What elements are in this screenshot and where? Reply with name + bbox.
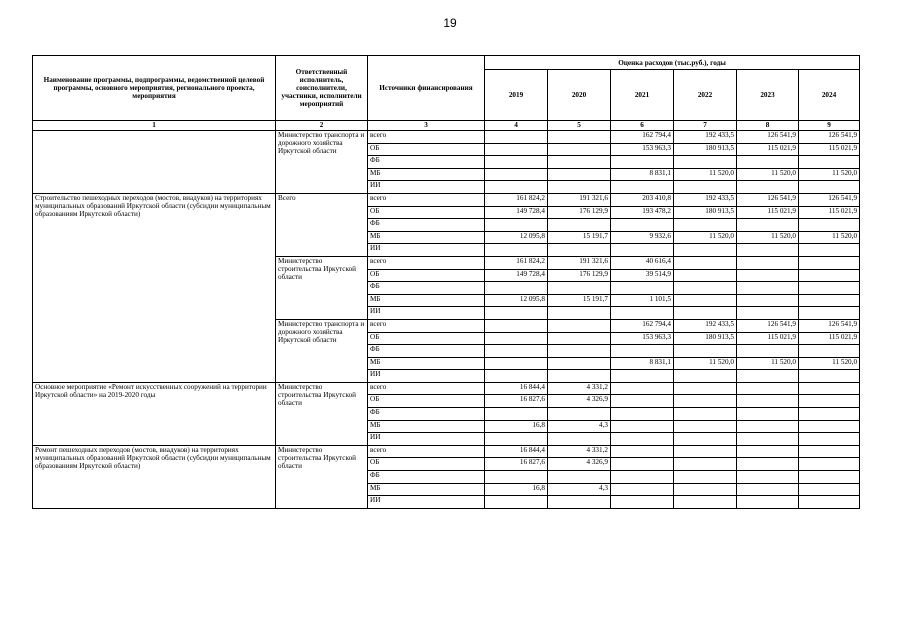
funding-source: ОБ	[368, 269, 485, 282]
cost-value-2021	[611, 483, 674, 496]
funding-source: ОБ	[368, 206, 485, 219]
measure-name: Ремонт пешеходных переходов (мостов, виадуков) на территориях муниципальных образований Иркутской области (субсидии муниципальным образованиям Иркутской области)	[33, 445, 276, 508]
cost-value-2020	[548, 282, 611, 295]
funding-source: ОБ	[368, 143, 485, 156]
cost-value-2019	[485, 156, 548, 169]
cost-value-2020	[548, 307, 611, 320]
funding-source: ИИ	[368, 496, 485, 509]
cost-value-2024: 126 541,9	[799, 319, 860, 332]
funding-source: ИИ	[368, 307, 485, 320]
cost-value-2024: 126 541,9	[799, 131, 860, 144]
cost-value-2022: 180 913,5	[674, 332, 737, 345]
table-row	[33, 382, 860, 395]
header-year: 2022	[674, 70, 737, 121]
responsible-executor: Министерство транспорта и дорожного хозяйства Иркутской области	[276, 319, 368, 382]
column-index: 1	[33, 121, 276, 131]
column-index: 9	[799, 121, 860, 131]
cost-value-2023: 126 541,9	[737, 193, 799, 206]
cost-value-2021: 193 478,2	[611, 206, 674, 219]
cost-value-2019: 16 844,4	[485, 445, 548, 458]
measure-name: Строительство пешеходных переходов (мостов, виадуков) на территориях муниципальных образований Иркутской области (субсидии муниципальным образованиям Иркутской области)	[33, 193, 276, 382]
cost-value-2021	[611, 345, 674, 358]
header-year: 2020	[548, 70, 611, 121]
funding-source: ФБ	[368, 408, 485, 421]
cost-value-2024	[799, 496, 860, 509]
measure-name: Основное мероприятие «Ремонт искусственных сооружений на территории Иркутской области» на 2019-2020 годы	[33, 382, 276, 445]
cost-value-2022	[674, 156, 737, 169]
cost-value-2022: 180 913,5	[674, 143, 737, 156]
cost-value-2020: 191 321,6	[548, 193, 611, 206]
cost-value-2019	[485, 244, 548, 257]
cost-value-2024: 115 021,9	[799, 143, 860, 156]
cost-value-2019	[485, 282, 548, 295]
funding-source: ИИ	[368, 244, 485, 257]
measure-name	[33, 131, 276, 194]
cost-value-2020	[548, 345, 611, 358]
cost-value-2022	[674, 256, 737, 269]
cost-value-2024	[799, 408, 860, 421]
cost-value-2022: 11 520,0	[674, 357, 737, 370]
cost-value-2022	[674, 269, 737, 282]
cost-value-2023	[737, 156, 799, 169]
cost-value-2023	[737, 408, 799, 421]
cost-value-2022	[674, 294, 737, 307]
cost-value-2024	[799, 269, 860, 282]
cost-value-2023: 126 541,9	[737, 319, 799, 332]
cost-value-2019	[485, 307, 548, 320]
cost-value-2021	[611, 395, 674, 408]
responsible-executor: Министерство строительства Иркутской области	[276, 445, 368, 508]
cost-value-2019: 149 728,4	[485, 206, 548, 219]
cost-value-2022	[674, 458, 737, 471]
funding-source: всего	[368, 256, 485, 269]
cost-value-2019: 16 827,6	[485, 458, 548, 471]
funding-source: МБ	[368, 231, 485, 244]
column-index-row	[33, 121, 860, 131]
funding-source: всего	[368, 131, 485, 144]
cost-value-2022: 192 433,5	[674, 319, 737, 332]
cost-value-2019: 12 095,8	[485, 294, 548, 307]
cost-value-2022	[674, 420, 737, 433]
cost-value-2021	[611, 156, 674, 169]
cost-value-2024	[799, 483, 860, 496]
funding-source: МБ	[368, 420, 485, 433]
header-year: 2021	[611, 70, 674, 121]
cost-value-2020: 15 191,7	[548, 294, 611, 307]
cost-value-2024: 115 021,9	[799, 332, 860, 345]
cost-value-2021: 153 963,3	[611, 143, 674, 156]
header-costs-group: Оценка расходов (тыс.руб.), годы	[485, 56, 860, 70]
cost-value-2023: 11 520,0	[737, 357, 799, 370]
cost-value-2021	[611, 244, 674, 257]
cost-value-2020	[548, 131, 611, 144]
funding-source: ОБ	[368, 395, 485, 408]
cost-value-2024	[799, 471, 860, 484]
funding-source: ФБ	[368, 345, 485, 358]
cost-value-2021: 8 831,1	[611, 357, 674, 370]
cost-value-2023	[737, 282, 799, 295]
column-index: 8	[737, 121, 799, 131]
cost-value-2024	[799, 219, 860, 232]
cost-value-2019: 149 728,4	[485, 269, 548, 282]
cost-value-2023	[737, 395, 799, 408]
cost-value-2024	[799, 156, 860, 169]
cost-value-2019	[485, 219, 548, 232]
cost-value-2019	[485, 370, 548, 383]
column-index: 3	[368, 121, 485, 131]
cost-value-2019	[485, 408, 548, 421]
cost-value-2023	[737, 219, 799, 232]
cost-value-2023	[737, 256, 799, 269]
funding-source: ФБ	[368, 219, 485, 232]
cost-value-2024: 11 520,0	[799, 357, 860, 370]
cost-value-2022	[674, 382, 737, 395]
cost-value-2023	[737, 420, 799, 433]
header-responsible-column: Ответственный исполнитель, соисполнители, участники, исполнители мероприятий	[276, 56, 368, 121]
cost-value-2024	[799, 345, 860, 358]
cost-value-2021: 162 794,4	[611, 131, 674, 144]
cost-value-2022: 11 520,0	[674, 231, 737, 244]
cost-value-2023: 115 021,9	[737, 206, 799, 219]
header-year: 2019	[485, 70, 548, 121]
cost-value-2022	[674, 395, 737, 408]
funding-source: всего	[368, 382, 485, 395]
cost-value-2023: 11 520,0	[737, 231, 799, 244]
cost-value-2020	[548, 143, 611, 156]
cost-value-2019	[485, 332, 548, 345]
header-source-column: Источники финансирования	[368, 56, 485, 121]
cost-value-2020	[548, 332, 611, 345]
cost-value-2020	[548, 408, 611, 421]
cost-value-2021	[611, 382, 674, 395]
cost-value-2024: 11 520,0	[799, 231, 860, 244]
responsible-executor: Министерство строительства Иркутской области	[276, 382, 368, 445]
funding-source: ФБ	[368, 471, 485, 484]
cost-value-2024	[799, 420, 860, 433]
cost-value-2022	[674, 219, 737, 232]
cost-value-2024	[799, 395, 860, 408]
cost-value-2021: 40 616,4	[611, 256, 674, 269]
column-index: 2	[276, 121, 368, 131]
cost-value-2021	[611, 496, 674, 509]
cost-value-2020: 4 326,9	[548, 395, 611, 408]
header-name-column: Наименование программы, подпрограммы, ведомственной целевой программы, основного мероприятия, регионального проекта, мероприятия	[33, 56, 276, 121]
cost-value-2021: 39 514,9	[611, 269, 674, 282]
cost-value-2020	[548, 319, 611, 332]
cost-value-2024: 115 021,9	[799, 206, 860, 219]
cost-value-2024	[799, 244, 860, 257]
cost-value-2024: 11 520,0	[799, 168, 860, 181]
cost-value-2019: 16 827,6	[485, 395, 548, 408]
cost-value-2020: 4 331,2	[548, 445, 611, 458]
table-row	[33, 193, 860, 206]
cost-value-2021: 8 831,1	[611, 168, 674, 181]
cost-value-2019: 16 844,4	[485, 382, 548, 395]
cost-value-2020	[548, 219, 611, 232]
cost-value-2020	[548, 244, 611, 257]
cost-value-2023	[737, 345, 799, 358]
cost-value-2021	[611, 458, 674, 471]
cost-value-2024	[799, 445, 860, 458]
column-index: 7	[674, 121, 737, 131]
cost-value-2021	[611, 433, 674, 446]
cost-value-2023	[737, 244, 799, 257]
cost-value-2023	[737, 294, 799, 307]
column-index: 5	[548, 121, 611, 131]
cost-value-2023: 126 541,9	[737, 131, 799, 144]
cost-value-2019	[485, 496, 548, 509]
funding-source: всего	[368, 445, 485, 458]
cost-value-2019: 161 824,2	[485, 256, 548, 269]
table-body	[33, 131, 860, 509]
cost-value-2020: 191 321,6	[548, 256, 611, 269]
cost-value-2024	[799, 458, 860, 471]
cost-value-2024	[799, 256, 860, 269]
cost-value-2021: 1 101,5	[611, 294, 674, 307]
cost-value-2023: 11 520,0	[737, 168, 799, 181]
cost-value-2024: 126 541,9	[799, 193, 860, 206]
cost-value-2020: 4,3	[548, 420, 611, 433]
column-index: 4	[485, 121, 548, 131]
cost-value-2021: 153 963,3	[611, 332, 674, 345]
cost-value-2019: 16,8	[485, 483, 548, 496]
cost-value-2024	[799, 294, 860, 307]
header-year: 2024	[799, 70, 860, 121]
cost-value-2022: 192 433,5	[674, 131, 737, 144]
funding-source: ФБ	[368, 282, 485, 295]
cost-value-2024	[799, 370, 860, 383]
cost-value-2019	[485, 357, 548, 370]
cost-value-2019: 12 095,8	[485, 231, 548, 244]
funding-source: ИИ	[368, 433, 485, 446]
cost-value-2020	[548, 181, 611, 194]
cost-value-2024	[799, 307, 860, 320]
cost-value-2020	[548, 471, 611, 484]
budget-table	[32, 55, 860, 509]
cost-value-2022	[674, 445, 737, 458]
cost-value-2022	[674, 433, 737, 446]
cost-value-2023	[737, 382, 799, 395]
cost-value-2019: 16,8	[485, 420, 548, 433]
responsible-executor: Министерство строительства Иркутской области	[276, 256, 368, 319]
cost-value-2023	[737, 445, 799, 458]
cost-value-2024	[799, 433, 860, 446]
cost-value-2024	[799, 382, 860, 395]
funding-source: всего	[368, 319, 485, 332]
cost-value-2024	[799, 181, 860, 194]
cost-value-2022	[674, 181, 737, 194]
cost-value-2020	[548, 168, 611, 181]
cost-value-2019	[485, 319, 548, 332]
cost-value-2023	[737, 483, 799, 496]
cost-value-2022	[674, 244, 737, 257]
cost-value-2020: 15 191,7	[548, 231, 611, 244]
cost-value-2024	[799, 282, 860, 295]
cost-value-2022	[674, 408, 737, 421]
cost-value-2020	[548, 496, 611, 509]
cost-value-2021	[611, 445, 674, 458]
cost-value-2022: 180 913,5	[674, 206, 737, 219]
cost-value-2021	[611, 408, 674, 421]
funding-source: ФБ	[368, 156, 485, 169]
cost-value-2021	[611, 420, 674, 433]
funding-source: ОБ	[368, 458, 485, 471]
cost-value-2023	[737, 370, 799, 383]
cost-value-2020	[548, 370, 611, 383]
funding-source: ИИ	[368, 370, 485, 383]
cost-value-2022	[674, 345, 737, 358]
table-row	[33, 131, 860, 144]
cost-value-2021	[611, 471, 674, 484]
responsible-executor: Министерство транспорта и дорожного хозяйства Иркутской области	[276, 131, 368, 194]
cost-value-2019	[485, 168, 548, 181]
cost-value-2023	[737, 307, 799, 320]
cost-value-2023	[737, 458, 799, 471]
funding-source: МБ	[368, 483, 485, 496]
cost-value-2022	[674, 483, 737, 496]
cost-value-2023	[737, 433, 799, 446]
cost-value-2023: 115 021,9	[737, 143, 799, 156]
cost-value-2020	[548, 433, 611, 446]
cost-value-2019	[485, 345, 548, 358]
cost-value-2019: 161 824,2	[485, 193, 548, 206]
cost-value-2020	[548, 357, 611, 370]
table-row	[33, 445, 860, 458]
cost-value-2019	[485, 143, 548, 156]
cost-value-2020: 176 129,9	[548, 269, 611, 282]
cost-value-2020: 4,3	[548, 483, 611, 496]
cost-value-2023	[737, 496, 799, 509]
funding-source: МБ	[368, 357, 485, 370]
cost-value-2023	[737, 471, 799, 484]
cost-value-2020: 4 331,2	[548, 382, 611, 395]
funding-source: всего	[368, 193, 485, 206]
cost-value-2022: 11 520,0	[674, 168, 737, 181]
cost-value-2019	[485, 433, 548, 446]
column-index: 6	[611, 121, 674, 131]
header-year: 2023	[737, 70, 799, 121]
cost-value-2019	[485, 131, 548, 144]
funding-source: МБ	[368, 168, 485, 181]
cost-value-2023: 115 021,9	[737, 332, 799, 345]
cost-value-2021	[611, 307, 674, 320]
cost-value-2022	[674, 282, 737, 295]
cost-value-2021	[611, 370, 674, 383]
cost-value-2022: 192 433,5	[674, 193, 737, 206]
cost-value-2021	[611, 282, 674, 295]
funding-source: МБ	[368, 294, 485, 307]
cost-value-2020	[548, 156, 611, 169]
responsible-executor: Всего	[276, 193, 368, 256]
cost-value-2020: 176 129,9	[548, 206, 611, 219]
funding-source: ОБ	[368, 332, 485, 345]
cost-value-2021	[611, 219, 674, 232]
cost-value-2020: 4 326,9	[548, 458, 611, 471]
cost-value-2021	[611, 181, 674, 194]
funding-source: ИИ	[368, 181, 485, 194]
page-number: 19	[443, 16, 457, 30]
cost-value-2021: 162 794,4	[611, 319, 674, 332]
cost-value-2019	[485, 181, 548, 194]
cost-value-2023	[737, 269, 799, 282]
cost-value-2022	[674, 496, 737, 509]
cost-value-2019	[485, 471, 548, 484]
cost-value-2022	[674, 471, 737, 484]
cost-value-2023	[737, 181, 799, 194]
cost-value-2022	[674, 370, 737, 383]
cost-value-2021: 9 932,6	[611, 231, 674, 244]
cost-value-2021: 203 410,8	[611, 193, 674, 206]
cost-value-2022	[674, 307, 737, 320]
